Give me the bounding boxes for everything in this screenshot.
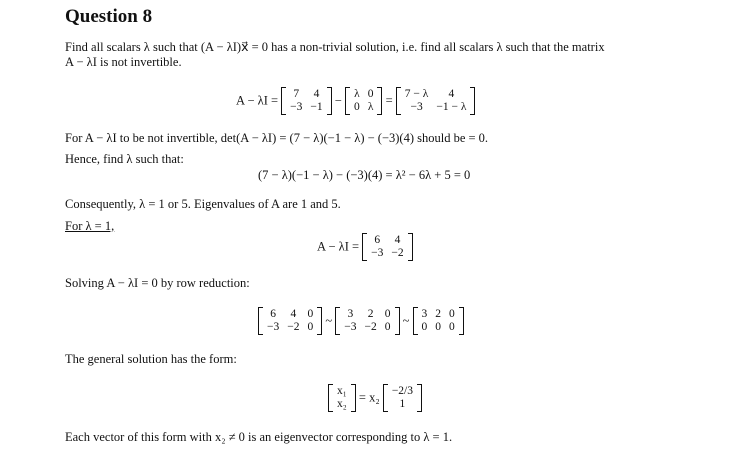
eq2-lhs: A − λI = — [317, 239, 360, 254]
characteristic-equation: (7 − λ)(−1 − λ) − (−3)(4) = λ² − 6λ + 5 = 0 — [258, 168, 471, 182]
cell: −3 — [410, 101, 423, 113]
determinant-text: For A − λI to be not invertible, det(A − λI) = (7 − λ)(−1 − λ) − (−3)(4) should be = 0. — [65, 131, 489, 145]
vector-coefficient — [383, 385, 422, 411]
matrix-a — [281, 88, 332, 114]
solving-text: Solving A − λI = 0 by row reduction: — [65, 276, 250, 290]
cell: −2 — [287, 321, 300, 333]
cell: −3 — [371, 247, 384, 259]
cell: 4 — [313, 88, 320, 100]
cell: −3 — [290, 101, 303, 113]
cell: 0 — [307, 308, 314, 320]
cell: 7 — [293, 88, 300, 100]
cell: 3 — [421, 308, 428, 320]
page-title: Question 8 — [65, 6, 153, 27]
cell: λ — [367, 101, 374, 113]
cell: 7 − λ — [404, 88, 429, 100]
solution-equation — [328, 385, 422, 411]
intro-line-1: Find all scalars λ such that (A − λI)x⃗ = 0 has a non-trivial solution, i.e. find all scalars λ such that the matrix — [65, 40, 605, 54]
solution-mid: = x₂ — [358, 390, 380, 405]
cell: 6 — [374, 234, 381, 246]
cell: −2 — [364, 321, 377, 333]
cell: 3 — [347, 308, 354, 320]
for-lambda-text: For λ = 1, — [65, 219, 115, 233]
matrix-result — [396, 88, 476, 114]
eq1-minus: − — [334, 93, 342, 108]
cell: 0 — [353, 101, 360, 113]
cell: −2/3 — [391, 385, 413, 397]
hence-text: Hence, find λ such that: — [65, 152, 184, 166]
consequently-text: Consequently, λ = 1 or 5. Eigenvalues of A are 1 and 5. — [65, 197, 341, 211]
cell: 0 — [421, 321, 428, 333]
cell: 0 — [435, 321, 442, 333]
cell: 0 — [384, 321, 391, 333]
row-equivalence-2: ~ — [402, 313, 410, 328]
cell: −1 − λ — [436, 101, 467, 113]
row-equivalence-1: ~ — [325, 313, 333, 328]
vector-x — [328, 385, 356, 411]
cell: 0 — [367, 88, 374, 100]
intro-line-2: A − λI is not invertible. — [65, 55, 182, 69]
row-reduction — [258, 308, 464, 334]
augmented-matrix-3 — [413, 308, 464, 334]
cell: λ — [354, 88, 360, 100]
cell: −1 — [310, 101, 323, 113]
cell: 0 — [307, 321, 314, 333]
cell: −3 — [267, 321, 280, 333]
cell: 2 — [435, 308, 442, 320]
matrix-a-minus-i — [362, 234, 413, 260]
cell: 0 — [449, 308, 455, 320]
cell: 4 — [448, 88, 455, 100]
general-solution-text: The general solution has the form: — [65, 352, 237, 366]
cell: 4 — [394, 234, 401, 246]
eq1-equals: = — [385, 93, 393, 108]
final-text: Each vector of this form with x₂ ≠ 0 is an eigenvector corresponding to λ = 1. — [65, 430, 453, 444]
cell: 0 — [449, 321, 455, 333]
cell: x₁ — [337, 385, 347, 397]
eq1-lhs: A − λI = — [236, 93, 279, 108]
cell: 2 — [367, 308, 374, 320]
equation-a-minus-lambda-i — [236, 88, 475, 114]
matrix-lambda-i — [345, 88, 383, 114]
augmented-matrix-1 — [258, 308, 322, 334]
cell: x₂ — [337, 398, 347, 410]
cell: −3 — [344, 321, 357, 333]
cell: 1 — [399, 398, 406, 410]
cell: 6 — [270, 308, 276, 320]
cell: 4 — [290, 308, 297, 320]
augmented-matrix-2 — [335, 308, 399, 334]
equation-a-minus-i — [317, 234, 413, 260]
cell: 0 — [384, 308, 391, 320]
cell: −2 — [391, 247, 404, 259]
